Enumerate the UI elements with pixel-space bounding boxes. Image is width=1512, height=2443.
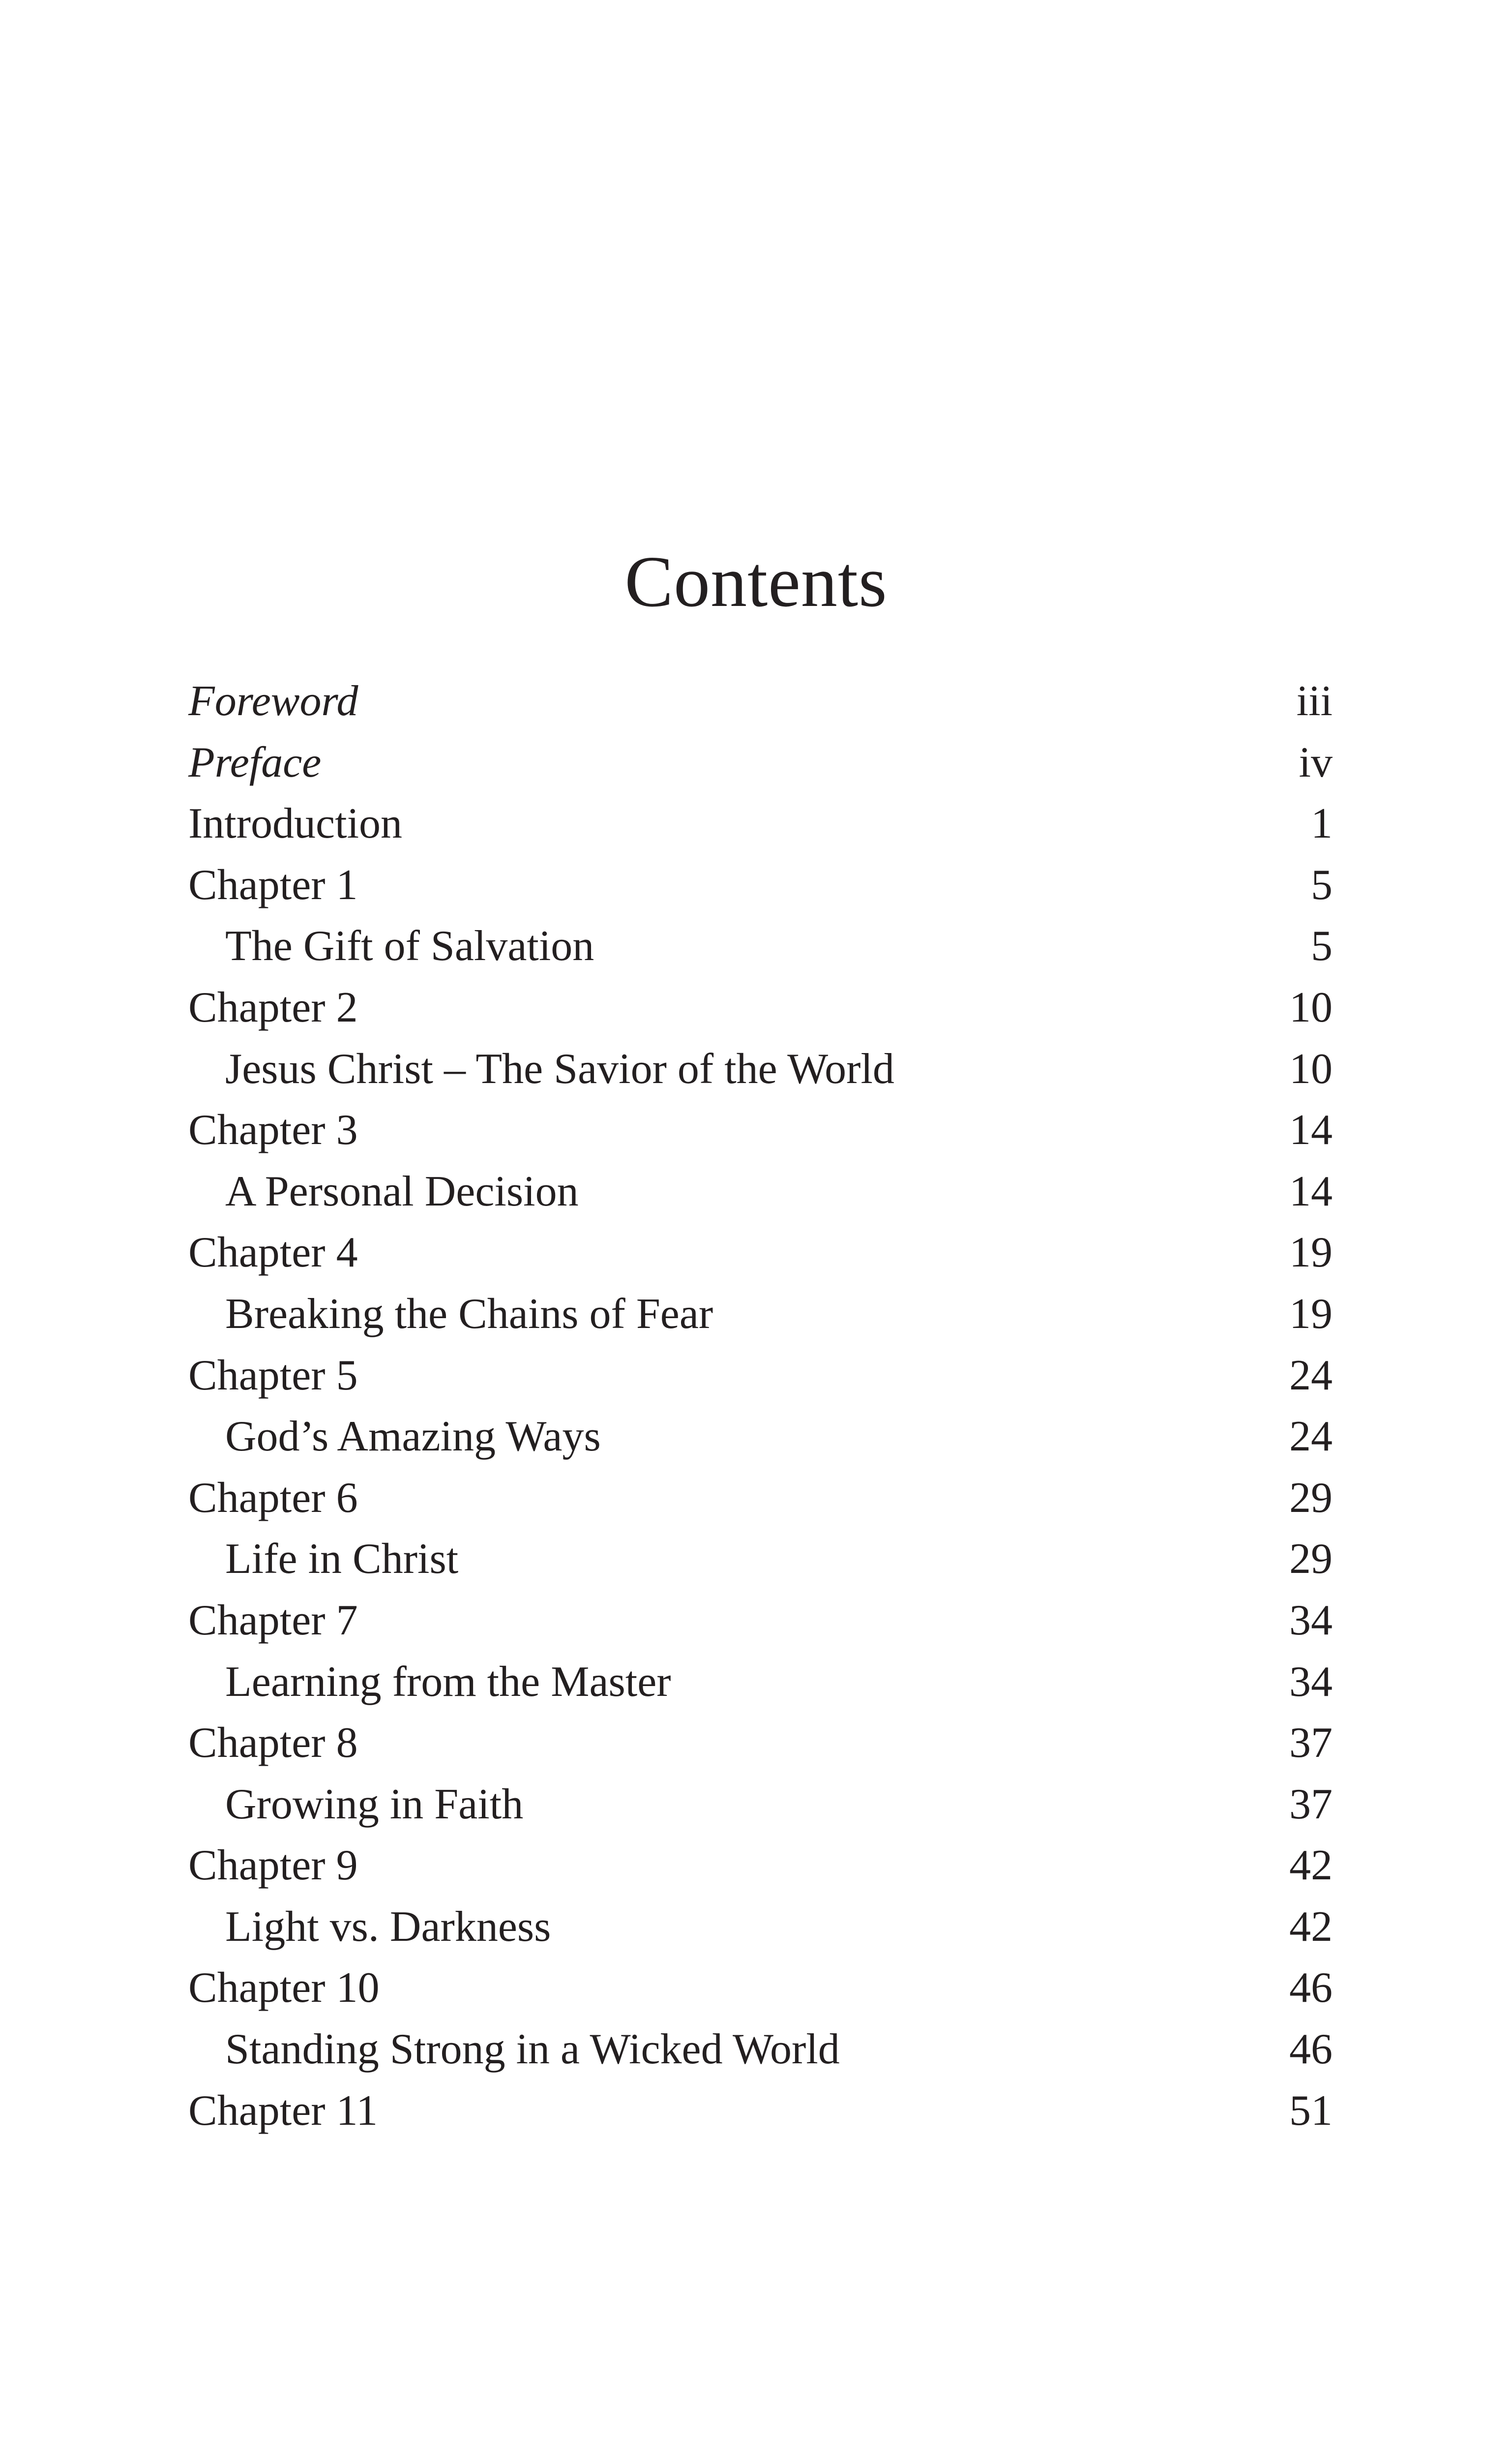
toc-entry-label: Chapter 3 [188,1106,358,1154]
toc-page-number: 51 [1289,2086,1333,2135]
toc-subentry [188,1284,1333,1345]
toc-subentry [188,1039,1333,1100]
toc-subentry [188,1897,1333,1958]
toc-page-number: 5 [1311,922,1333,970]
table-of-contents [188,671,1333,2141]
toc-entry-label: Preface [188,738,322,786]
toc-page-number: 29 [1289,1474,1333,1522]
toc-subentry [188,2019,1333,2081]
toc-page-number: iii [1296,677,1333,725]
toc-entry [188,1958,1333,2019]
toc-entry-label: Chapter 9 [188,1841,358,1890]
toc-page-number: 37 [1289,1719,1333,1767]
toc-subentry [188,1406,1333,1468]
toc-entry-label: Foreword [188,677,358,725]
toc-entry-label: Chapter 10 [188,1964,380,2012]
toc-entry-label: Standing Strong in a Wicked World [225,2025,840,2074]
toc-entry [188,977,1333,1039]
toc-page-number: 5 [1311,861,1333,909]
toc-entry [188,671,1333,732]
toc-page-number: 42 [1289,1841,1333,1890]
toc-subentry [188,1774,1333,1836]
toc-page-number: 1 [1311,800,1333,848]
toc-entry [188,1345,1333,1407]
toc-entry-label: God’s Amazing Ways [225,1413,601,1461]
toc-entry-label: Learning from the Master [225,1658,671,1706]
toc-page-number: 46 [1289,2025,1333,2074]
toc-entry-label: Chapter 8 [188,1719,358,1767]
toc-page-number: 14 [1289,1106,1333,1154]
toc-entry-label: Chapter 1 [188,861,358,909]
toc-entry-label: Life in Christ [225,1535,459,1583]
toc-page-number: 14 [1289,1167,1333,1215]
toc-entry [188,1222,1333,1284]
toc-entry [188,1713,1333,1774]
toc-page-number: 37 [1289,1780,1333,1828]
toc-entry [188,1468,1333,1529]
toc-subentry [188,916,1333,977]
toc-page-number: iv [1299,738,1333,786]
toc-page-number: 42 [1289,1902,1333,1951]
toc-page-number: 46 [1289,1964,1333,2012]
toc-entry-label: Chapter 6 [188,1474,358,1522]
toc-page-number: 29 [1289,1535,1333,1583]
toc-entry-label: Jesus Christ – The Savior of the World [225,1045,894,1093]
toc-subentry [188,1529,1333,1590]
toc-page-number: 34 [1289,1658,1333,1706]
toc-entry [188,793,1333,855]
toc-entry [188,732,1333,794]
toc-entry [188,1590,1333,1652]
toc-page-number: 19 [1289,1290,1333,1338]
toc-entry-label: Chapter 7 [188,1596,358,1644]
toc-entry-label: Chapter 4 [188,1229,358,1277]
toc-entry [188,2081,1333,2142]
toc-entry-label: The Gift of Salvation [225,922,594,970]
toc-page-number: 10 [1289,983,1333,1031]
page-title: Contents [624,542,888,623]
toc-entry [188,855,1333,916]
toc-entry-label: Chapter 11 [188,2086,378,2135]
toc-page-number: 24 [1289,1351,1333,1399]
toc-page-number: 19 [1289,1229,1333,1277]
toc-entry-label: Growing in Faith [225,1780,524,1828]
toc-entry-label: Introduction [188,800,403,848]
toc-entry-label: Light vs. Darkness [225,1902,551,1951]
toc-entry-label: Chapter 2 [188,983,358,1031]
toc-entry-label: Chapter 5 [188,1351,358,1399]
toc-entry [188,1100,1333,1161]
toc-subentry [188,1161,1333,1223]
toc-entry-label: A Personal Decision [225,1167,579,1215]
toc-entry-label: Breaking the Chains of Fear [225,1290,713,1338]
toc-page-number: 24 [1289,1413,1333,1461]
toc-page-number: 34 [1289,1596,1333,1644]
toc-subentry [188,1652,1333,1713]
toc-page-number: 10 [1289,1045,1333,1093]
toc-entry [188,1835,1333,1897]
